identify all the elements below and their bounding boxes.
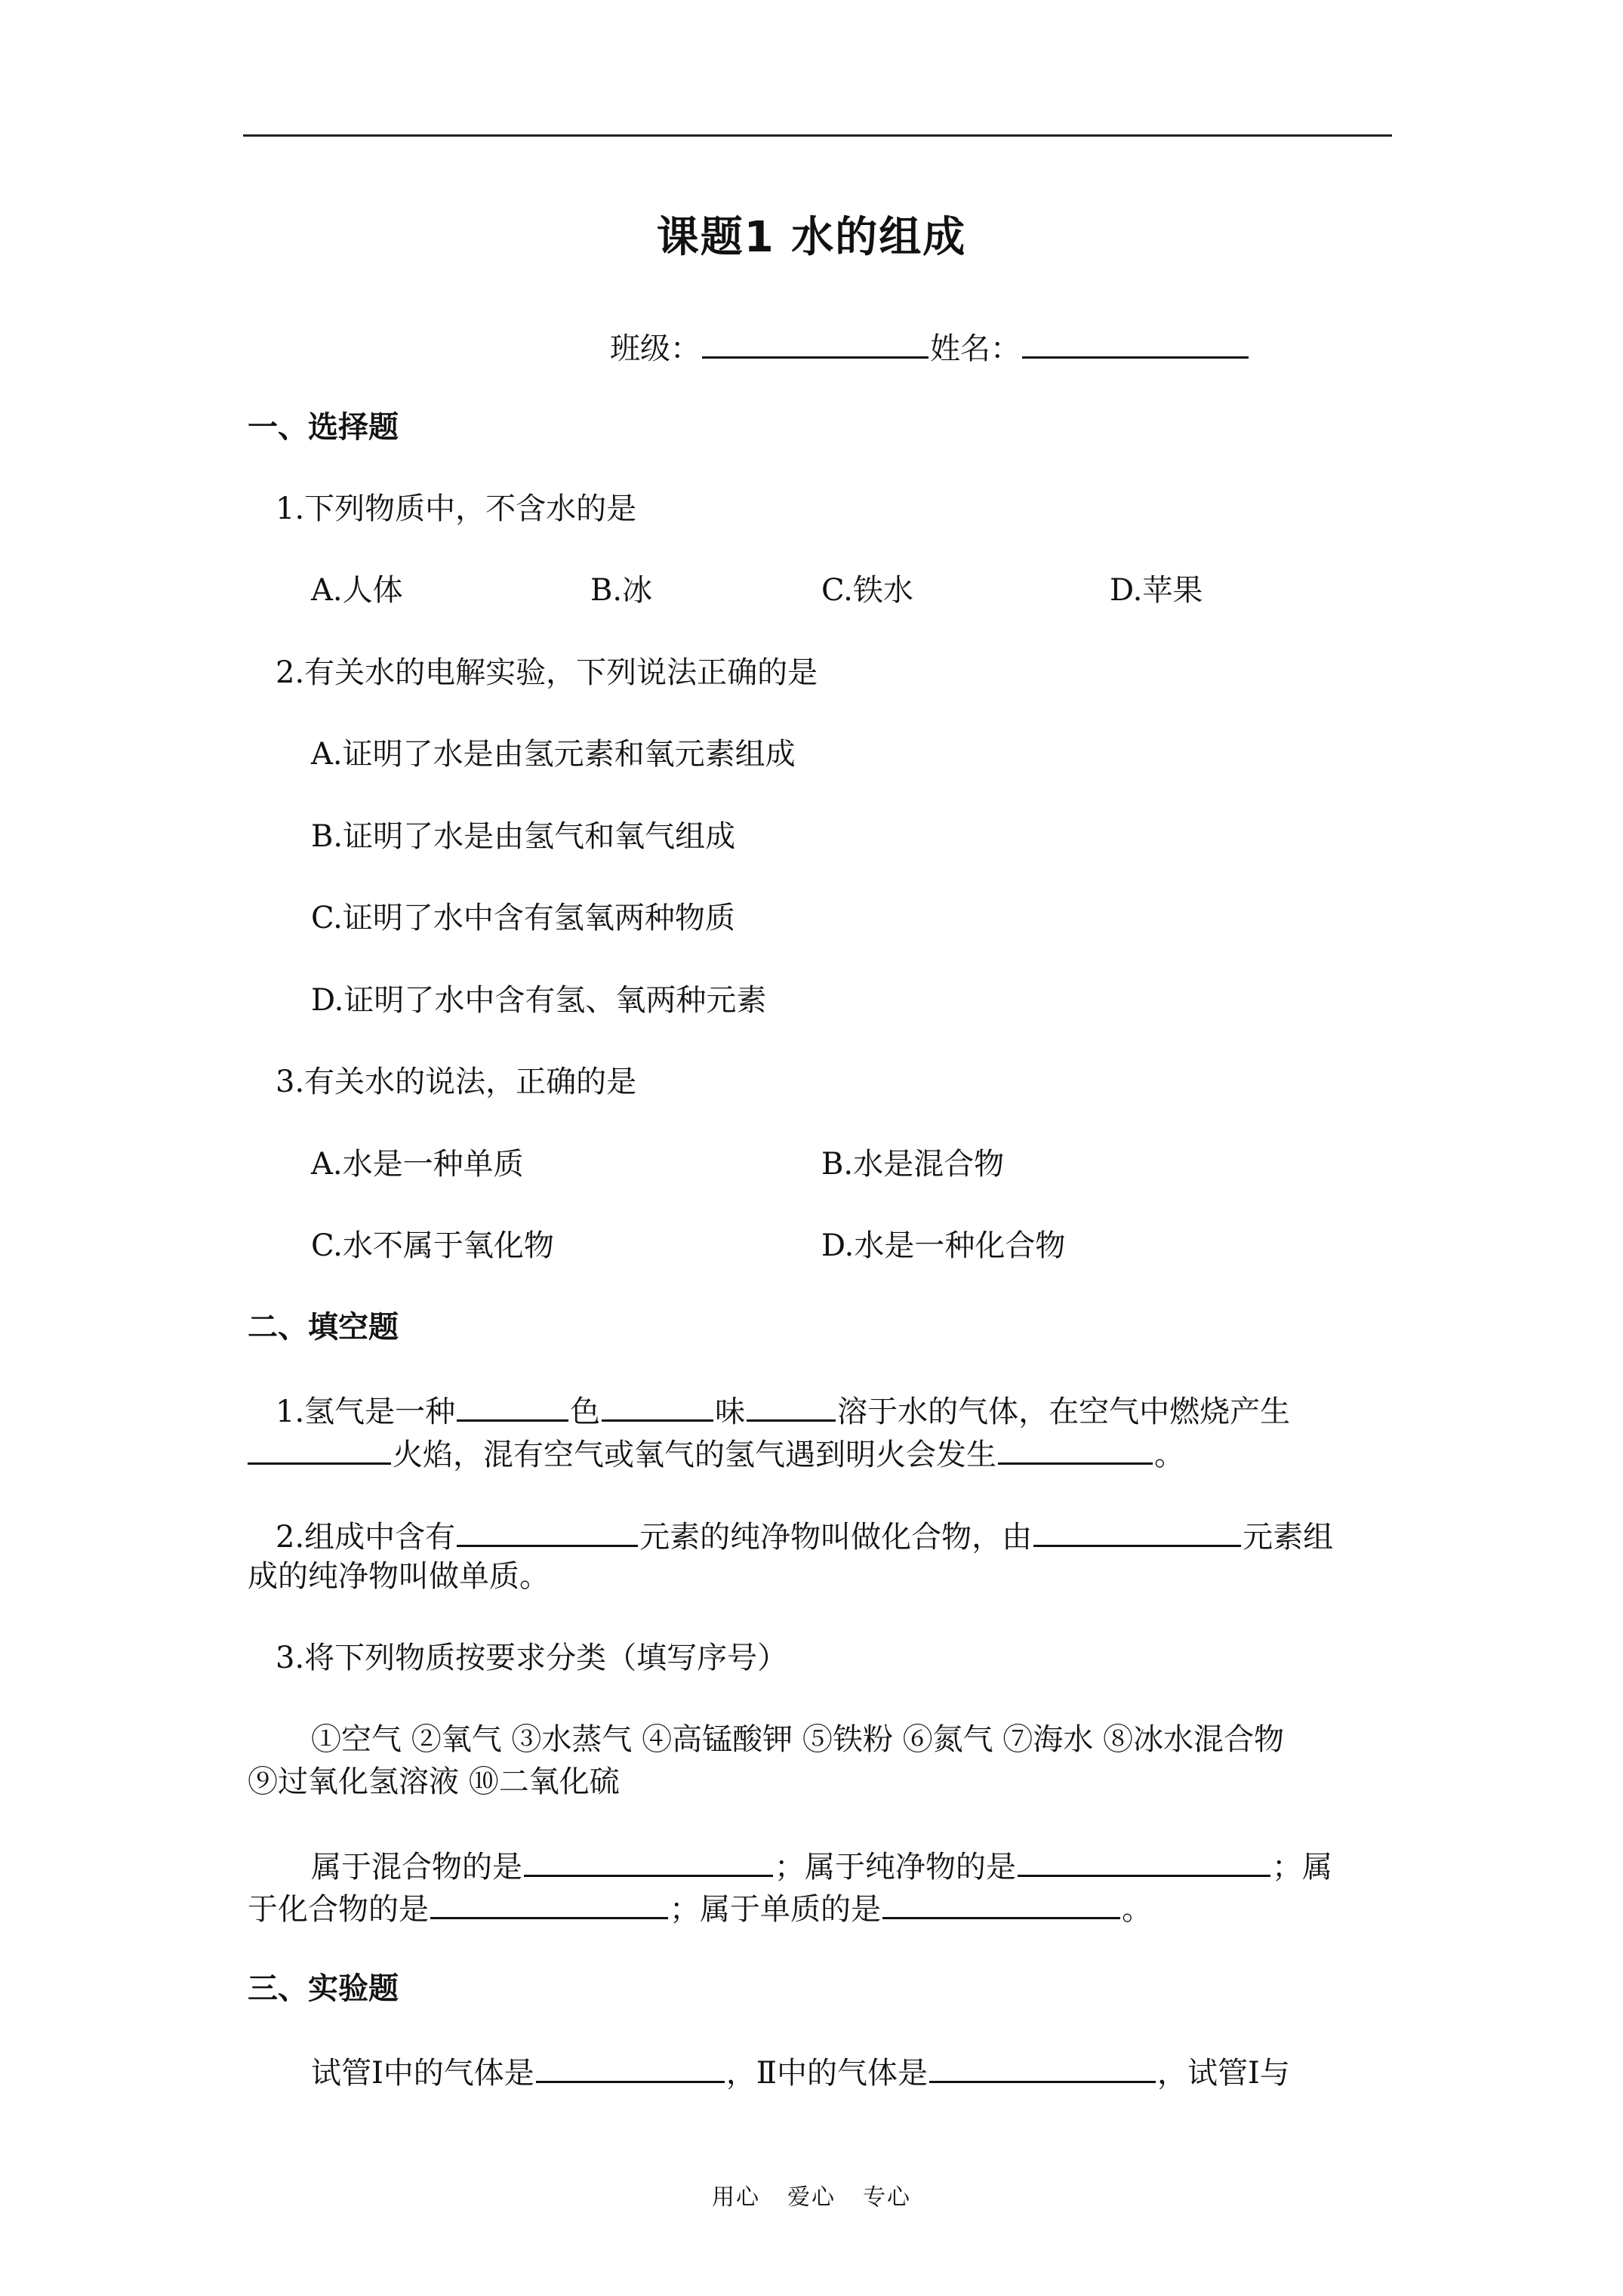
fill-text: ；属 <box>1272 1850 1332 1885</box>
fill-text: ；属于单质的是 <box>670 1892 881 1927</box>
fill-text: ；属于纯净物的是 <box>775 1850 1016 1885</box>
fill-blank[interactable] <box>1018 1841 1270 1877</box>
fill-text: 味 <box>715 1395 746 1429</box>
classify-line-2 <box>248 1884 1152 1932</box>
footer-text: 用心 <box>712 2184 760 2211</box>
fill-blank[interactable] <box>998 1429 1153 1465</box>
fill-blank[interactable] <box>457 1512 638 1547</box>
fill-blank[interactable] <box>248 1429 391 1465</box>
fill-2-2-line2: 成的纯净物叫做单质。 <box>248 1559 550 1594</box>
name-blank[interactable] <box>1022 323 1249 359</box>
fill-blank[interactable] <box>430 1884 668 1919</box>
section-heading-experiment: 三、实验题 <box>248 1971 399 2006</box>
fill-text: 。 <box>1154 1438 1184 1472</box>
footer-text: 专心 <box>863 2184 911 2211</box>
fill-blank[interactable] <box>457 1386 568 1422</box>
fill-text: ，Ⅱ中的气体是 <box>725 2056 928 2091</box>
fill-blank[interactable] <box>747 1386 836 1422</box>
fill-text: 试管Ⅰ中的气体是 <box>311 2056 534 2091</box>
option-1-2-a: A.证明了水是由氢元素和氧元素组成 <box>311 737 796 772</box>
fill-2-1-line1 <box>276 1386 1290 1435</box>
fill-text: 元素的纯净物叫做化合物，由 <box>639 1520 1033 1555</box>
option-1-2-b: B.证明了水是由氢气和氧气组成 <box>311 819 736 854</box>
option-1-1-d: D.苹果 <box>1110 573 1203 608</box>
fill-2-2-line1 <box>276 1512 1333 1560</box>
fill-blank[interactable] <box>929 2048 1156 2083</box>
option-1-3-b: B.水是混合物 <box>821 1147 1005 1182</box>
option-1-1-b: B.冰 <box>590 573 653 608</box>
option-1-1-a: A.人体 <box>311 573 403 608</box>
fill-text: 色 <box>570 1395 601 1429</box>
classify-line-1 <box>311 1841 1332 1890</box>
class-blank[interactable] <box>702 323 929 359</box>
fill-text: 元素组 <box>1243 1520 1334 1555</box>
option-1-2-c: C.证明了水中含有氢氧两种物质 <box>311 901 735 935</box>
fill-blank[interactable] <box>524 1841 773 1877</box>
fill-text: 火焰，混有空气或氧气的氢气遇到明火会发生 <box>393 1438 996 1472</box>
fill-2-3-stem: 3.将下列物质按要求分类（填写序号） <box>276 1641 788 1675</box>
section-heading-fill: 二、填空题 <box>248 1310 399 1345</box>
fill-blank[interactable] <box>1033 1512 1241 1547</box>
page-footer <box>0 2178 1623 2211</box>
option-1-3-d: D.水是一种化合物 <box>821 1228 1066 1263</box>
section-heading-choice: 一、选择题 <box>248 410 399 445</box>
option-1-3-c: C.水不属于氧化物 <box>311 1228 554 1263</box>
class-label: 班级： <box>610 331 701 366</box>
experiment-line-1 <box>311 2048 1290 2096</box>
page-title: 课题1 水的组成 <box>656 213 967 262</box>
fill-text: 于化合物的是 <box>248 1892 429 1927</box>
question-1-1-stem: 1.下列物质中，不含水的是 <box>276 492 637 526</box>
substances-line-2: ⑨过氧化氢溶液 ⑩二氧化硫 <box>248 1764 620 1799</box>
option-1-3-a: A.水是一种单质 <box>311 1147 524 1182</box>
fill-text: 溶于水的气体，在空气中燃烧产生 <box>837 1395 1291 1429</box>
question-1-3-stem: 3.有关水的说法，正确的是 <box>276 1065 637 1099</box>
header-rule <box>243 134 1392 137</box>
question-1-2-stem: 2.有关水的电解实验，下列说法正确的是 <box>276 655 818 690</box>
substances-line-1: ①空气 ②氧气 ③水蒸气 ④高锰酸钾 ⑤铁粉 ⑥氮气 ⑦海水 ⑧冰水混合物 <box>311 1722 1285 1757</box>
footer-text: 爱心 <box>787 2184 836 2211</box>
student-info <box>610 323 1250 371</box>
fill-text: ，试管Ⅰ与 <box>1157 2056 1290 2091</box>
fill-text: 属于混合物的是 <box>311 1850 522 1885</box>
fill-blank[interactable] <box>536 2048 725 2083</box>
fill-blank[interactable] <box>602 1386 713 1422</box>
fill-2-1-line2 <box>248 1429 1184 1478</box>
fill-blank[interactable] <box>882 1884 1120 1919</box>
fill-text: 2.组成中含有 <box>276 1520 456 1555</box>
fill-text: 。 <box>1122 1892 1152 1927</box>
fill-text: 1.氢气是一种 <box>276 1395 456 1429</box>
option-1-2-d: D.证明了水中含有氢、氧两种元素 <box>311 983 767 1018</box>
name-label: 姓名： <box>930 331 1021 366</box>
option-1-1-c: C.铁水 <box>821 573 913 608</box>
